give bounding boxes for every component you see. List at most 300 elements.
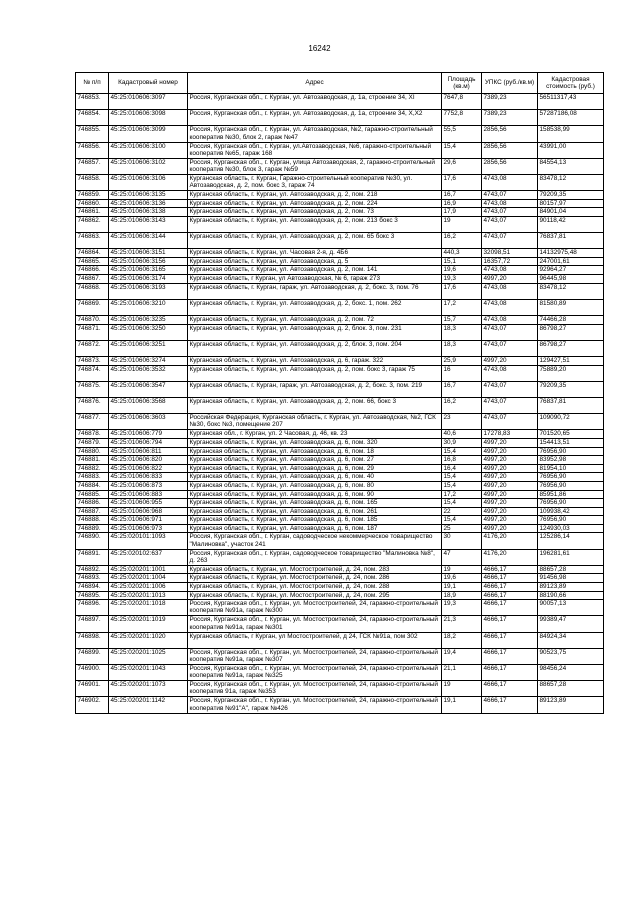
cell-cadastral-number: 45:25:010606:3100 xyxy=(109,142,188,158)
cell-cadastral-cost: 84924,34 xyxy=(538,632,604,648)
table-row xyxy=(76,299,604,315)
cell-num: 746876. xyxy=(76,397,109,413)
cell-address: Курганская область, г. Курган, ул. Автозаводская, д. 5 xyxy=(188,257,442,266)
cell-upks: 32098,51 xyxy=(482,249,538,258)
cell-upks: 4997,20 xyxy=(482,357,538,366)
cell-cadastral-cost: 79209,35 xyxy=(538,381,604,397)
cell-cadastral-cost: 74466,28 xyxy=(538,316,604,325)
cell-address: Курганская область, г. Курган, ул. Автозаводская, д. 2, бокс. 1, пом. 262 xyxy=(188,299,442,315)
cell-area: 29,6 xyxy=(442,158,482,174)
cell-upks: 4997,20 xyxy=(482,524,538,533)
cell-upks: 4743,07 xyxy=(482,216,538,232)
table-row xyxy=(76,199,604,208)
cell-upks: 4743,08 xyxy=(482,199,538,208)
table-row xyxy=(76,664,604,680)
cell-area: 7752,8 xyxy=(442,110,482,126)
cell-cadastral-number: 45:25:010606:3235 xyxy=(109,316,188,325)
cell-upks: 4176,20 xyxy=(482,533,538,549)
cell-cadastral-cost: 43991,00 xyxy=(538,142,604,158)
page-number: 16242 xyxy=(308,44,331,53)
cell-cadastral-number: 45:25:010606:3274 xyxy=(109,357,188,366)
cell-address: Курганская область, г Курган, ул Мостостроителей, д 24, ГСК №91а, пом 302 xyxy=(188,632,442,648)
cell-num: 746855. xyxy=(76,126,109,142)
cell-num: 746853. xyxy=(76,94,109,110)
table-row xyxy=(76,473,604,482)
cell-address: Курганская область, г. Курган, ул. Часовая 2-я, д. 4Б6 xyxy=(188,249,442,258)
cell-num: 746892. xyxy=(76,565,109,574)
cell-area: 30 xyxy=(442,533,482,549)
cell-address: Курганская область, г. Курган, ул. Автозаводская, д. 6, пом. 27 xyxy=(188,456,442,465)
cell-area: 40,6 xyxy=(442,430,482,439)
cell-address: Курганская область, г. Курган, ул. Автозаводская, д. 6, пом. 80 xyxy=(188,481,442,490)
table-row xyxy=(76,616,604,632)
cell-area: 16,9 xyxy=(442,199,482,208)
cell-area: 19 xyxy=(442,216,482,232)
cell-cadastral-cost: 99389,47 xyxy=(538,616,604,632)
cell-cadastral-number: 45:25:020201:1020 xyxy=(109,632,188,648)
cell-cadastral-cost: 76956,90 xyxy=(538,499,604,508)
cell-cadastral-cost: 701520,65 xyxy=(538,430,604,439)
cell-cadastral-cost: 89123,89 xyxy=(538,697,604,713)
cell-address: Россия, Курганская обл., г. Курган, ул. Мостостроителей, 24, гаражно-строительный кооператив №91"А", гараж №426 xyxy=(188,697,442,713)
cell-cadastral-number: 45:25:010606:883 xyxy=(109,490,188,499)
table-row xyxy=(76,324,604,340)
header-cadastral-cost: Кадастровая стоимость (руб.) xyxy=(538,73,604,94)
cell-upks: 4997,20 xyxy=(482,490,538,499)
cell-upks: 4666,17 xyxy=(482,648,538,664)
cell-area: 17,6 xyxy=(442,174,482,190)
cell-area: 16,8 xyxy=(442,456,482,465)
cell-upks: 16357,72 xyxy=(482,257,538,266)
table-row xyxy=(76,158,604,174)
cell-upks: 4743,07 xyxy=(482,191,538,200)
cell-num: 746884. xyxy=(76,481,109,490)
cell-address: Курганская область, г. Курган, Гаражно-строительный кооператив №30, ул. Автозаводская, д. 2, пом. бокс 3, гараж 74 xyxy=(188,174,442,190)
cell-upks: 7389,23 xyxy=(482,94,538,110)
cell-upks: 7389,23 xyxy=(482,110,538,126)
cell-cadastral-cost: 247001,61 xyxy=(538,257,604,266)
cell-upks: 4997,20 xyxy=(482,275,538,284)
cell-cadastral-cost: 76956,90 xyxy=(538,481,604,490)
table-row xyxy=(76,126,604,142)
cell-cadastral-number: 45:25:010606:3135 xyxy=(109,191,188,200)
cell-area: 16 xyxy=(442,365,482,381)
cell-upks: 4666,17 xyxy=(482,574,538,583)
table-row xyxy=(76,430,604,439)
cell-area: 19,4 xyxy=(442,648,482,664)
cell-area: 22 xyxy=(442,507,482,516)
cell-area: 15,4 xyxy=(442,481,482,490)
cell-num: 746874. xyxy=(76,365,109,381)
cell-area: 25 xyxy=(442,524,482,533)
cell-cadastral-number: 45:25:020201:1073 xyxy=(109,681,188,697)
header-num: № п/п xyxy=(76,73,109,94)
table-row xyxy=(76,94,604,110)
cell-num: 746872. xyxy=(76,340,109,356)
cell-num: 746897. xyxy=(76,616,109,632)
cell-address: Россия, Курганская обл., г. Курган, ул. Мостостроителей, 24, гаражно-строительный кооператив №91а, гараж №325 xyxy=(188,664,442,680)
cell-area: 21,3 xyxy=(442,616,482,632)
cell-num: 746870. xyxy=(76,316,109,325)
cell-cadastral-cost: 76837,81 xyxy=(538,397,604,413)
table-row xyxy=(76,456,604,465)
cell-address: Курганская область, г. Курган, ул. Автозаводская, д. 2, блок. 3, пом. 231 xyxy=(188,324,442,340)
cell-area: 19,3 xyxy=(442,275,482,284)
cell-cadastral-cost: 81954,10 xyxy=(538,464,604,473)
cell-upks: 17278,83 xyxy=(482,430,538,439)
cell-area: 16,4 xyxy=(442,464,482,473)
table-row xyxy=(76,447,604,456)
cell-address: Курганская область, г. Курган, ул. Автозаводская, д. 2, пом. 66, бокс 3 xyxy=(188,397,442,413)
cell-address: Курганская область, г. Курган, ул. Автозаводская, д. 6, пом. 29 xyxy=(188,464,442,473)
cell-num: 746865. xyxy=(76,257,109,266)
cell-cadastral-number: 45:25:010606:3106 xyxy=(109,174,188,190)
cell-num: 746866. xyxy=(76,266,109,275)
cell-address: Россия, Курганская обл., г. Курган, ул. Автозаводская, д. 1а, строение 34, XI xyxy=(188,94,442,110)
cell-cadastral-number: 45:25:020201:1142 xyxy=(109,697,188,713)
cell-cadastral-number: 45:25:010606:873 xyxy=(109,481,188,490)
cell-area: 18,3 xyxy=(442,324,482,340)
cell-cadastral-cost: 98456,24 xyxy=(538,664,604,680)
cell-cadastral-cost: 79209,35 xyxy=(538,191,604,200)
cell-upks: 4666,17 xyxy=(482,591,538,600)
cell-address: Курганская область, г. Курган, ул. Автозаводская, д. 2, пом. бокс 3, гараж 75 xyxy=(188,365,442,381)
cell-area: 17,2 xyxy=(442,299,482,315)
cell-cadastral-number: 45:25:010606:3532 xyxy=(109,365,188,381)
cell-cadastral-cost: 88190,66 xyxy=(538,591,604,600)
cell-cadastral-number: 45:25:020201:1013 xyxy=(109,591,188,600)
cell-num: 746882. xyxy=(76,464,109,473)
cell-upks: 4743,07 xyxy=(482,381,538,397)
cell-upks: 4666,17 xyxy=(482,664,538,680)
cell-address: Курганская область, г. Курган, ул. Автозаводская, д. 6, пом. 165 xyxy=(188,499,442,508)
cell-num: 746883. xyxy=(76,473,109,482)
cell-area: 16,2 xyxy=(442,397,482,413)
cell-cadastral-cost: 86798,27 xyxy=(538,324,604,340)
cell-address: Курганская область, г. Курган, гараж, ул. Автозаводская, д. 2, бокс. 3, пом. 219 xyxy=(188,381,442,397)
cell-cadastral-number: 45:25:010606:3143 xyxy=(109,216,188,232)
cell-num: 746854. xyxy=(76,110,109,126)
table-row xyxy=(76,591,604,600)
cell-upks: 4666,17 xyxy=(482,616,538,632)
cell-num: 746891. xyxy=(76,549,109,565)
table-row xyxy=(76,365,604,381)
table-row xyxy=(76,174,604,190)
cell-area: 18,3 xyxy=(442,340,482,356)
cell-cadastral-number: 45:25:020201:1006 xyxy=(109,583,188,592)
cell-cadastral-number: 45:25:010606:3165 xyxy=(109,266,188,275)
cell-cadastral-number: 45:25:020201:1018 xyxy=(109,600,188,616)
table-row xyxy=(76,481,604,490)
cell-cadastral-cost: 14132975,48 xyxy=(538,249,604,258)
cell-address: Россия, Курганская обл., г. Курган, ул. Мостостроителей, 24, гаражно-строительный кооператив №91а, гараж №301 xyxy=(188,616,442,632)
cell-upks: 4997,20 xyxy=(482,499,538,508)
cell-address: Курганская область, г Курган, ул Автозаводская, № 6, гараж 273 xyxy=(188,275,442,284)
cell-address: Курганская область, г. Курган, ул. Автозаводская, д. 6, пом. 320 xyxy=(188,438,442,447)
cell-num: 746899. xyxy=(76,648,109,664)
table-row xyxy=(76,216,604,232)
cell-area: 15,4 xyxy=(442,142,482,158)
cell-upks: 4743,07 xyxy=(482,233,538,249)
table-row xyxy=(76,632,604,648)
cell-area: 55,5 xyxy=(442,126,482,142)
cell-cadastral-number: 45:25:020201:1019 xyxy=(109,616,188,632)
cell-address: Курганская обл., г. Курган, ул. 2 Часовая, д. 46, кв. 23 xyxy=(188,430,442,439)
cell-cadastral-cost: 129427,51 xyxy=(538,357,604,366)
cadastral-table xyxy=(75,72,604,714)
cell-num: 746871. xyxy=(76,324,109,340)
cell-cadastral-cost: 75889,20 xyxy=(538,365,604,381)
cell-area: 18,2 xyxy=(442,632,482,648)
cell-num: 746859. xyxy=(76,191,109,200)
cell-cadastral-cost: 76956,90 xyxy=(538,447,604,456)
cell-cadastral-number: 45:25:020201:1004 xyxy=(109,574,188,583)
cell-cadastral-cost: 76956,90 xyxy=(538,473,604,482)
table-row xyxy=(76,533,604,549)
cell-address: Курганская область, г. Курган, ул. Автозаводская, д. 2, пом. 224 xyxy=(188,199,442,208)
cell-upks: 4743,08 xyxy=(482,365,538,381)
cell-address: Курганская область, г. Курган, ул. Мостостроителей, д. 24, пом. 295 xyxy=(188,591,442,600)
cell-cadastral-cost: 84554,13 xyxy=(538,158,604,174)
cell-cadastral-number: 45:25:010606:3193 xyxy=(109,283,188,299)
cell-upks: 4666,17 xyxy=(482,583,538,592)
table-row xyxy=(76,397,604,413)
table-row xyxy=(76,142,604,158)
cell-address: Россия, Курганская обл., г. Курган, ул. Автозаводская, д. 1а, строение 34, X,X2 xyxy=(188,110,442,126)
cell-area: 19,1 xyxy=(442,583,482,592)
cell-num: 746856. xyxy=(76,142,109,158)
cell-address: Курганская область, г. Курган, ул. Автозаводская, д. 2, пом. 218 xyxy=(188,191,442,200)
cell-cadastral-number: 45:25:010606:3098 xyxy=(109,110,188,126)
cell-cadastral-number: 45:25:010606:3151 xyxy=(109,249,188,258)
cell-num: 746864. xyxy=(76,249,109,258)
cell-area: 18,9 xyxy=(442,591,482,600)
table-row xyxy=(76,681,604,697)
cell-num: 746860. xyxy=(76,199,109,208)
cell-cadastral-number: 45:25:010606:820 xyxy=(109,456,188,465)
cell-area: 19 xyxy=(442,681,482,697)
cell-cadastral-cost: 88657,28 xyxy=(538,565,604,574)
cell-area: 19,3 xyxy=(442,600,482,616)
cell-area: 15,4 xyxy=(442,473,482,482)
table-row xyxy=(76,464,604,473)
header-upks: УПКС (руб./кв.м) xyxy=(482,73,538,94)
cell-area: 17,9 xyxy=(442,208,482,217)
cell-num: 746900. xyxy=(76,664,109,680)
cell-cadastral-number: 45:25:010606:973 xyxy=(109,524,188,533)
cell-address: Курганская область, г. Курган, ул. Автозаводская, д. 6, пом. 40 xyxy=(188,473,442,482)
cell-cadastral-cost: 84901,04 xyxy=(538,208,604,217)
cell-cadastral-cost: 109938,42 xyxy=(538,507,604,516)
table-row xyxy=(76,524,604,533)
cell-area: 21,1 xyxy=(442,664,482,680)
cell-upks: 4743,08 xyxy=(482,283,538,299)
table-row xyxy=(76,110,604,126)
cell-upks: 4666,17 xyxy=(482,681,538,697)
cell-upks: 4743,08 xyxy=(482,316,538,325)
cell-upks: 4997,20 xyxy=(482,438,538,447)
table-row xyxy=(76,414,604,430)
table-row xyxy=(76,490,604,499)
cell-area: 15,4 xyxy=(442,499,482,508)
cell-address: Россия, Курганская обл., г. Курган, улица Автозаводская, 2, гаражно-строительный кооператив №30, блок 3, гараж №59 xyxy=(188,158,442,174)
cell-cadastral-number: 45:25:010606:3174 xyxy=(109,275,188,284)
cell-cadastral-number: 45:25:010606:3251 xyxy=(109,340,188,356)
cell-upks: 4743,07 xyxy=(482,397,538,413)
table-header-row xyxy=(76,73,604,94)
cell-upks: 4997,20 xyxy=(482,473,538,482)
table-row xyxy=(76,208,604,217)
cell-num: 746867. xyxy=(76,275,109,284)
cell-upks: 4666,17 xyxy=(482,697,538,713)
cell-cadastral-cost: 85951,86 xyxy=(538,490,604,499)
cell-area: 15,7 xyxy=(442,316,482,325)
cell-cadastral-number: 45:25:010606:3144 xyxy=(109,233,188,249)
cell-address: Курганская область, г. Курган, ул. Автозаводская, д. 2, пом. 213 бокс 3 xyxy=(188,216,442,232)
cell-address: Россия, Курганская обл., г. Курган, ул. Мостостроителей, 24, гаражно-строительный кооператив 91а, гараж №353 xyxy=(188,681,442,697)
cell-cadastral-cost: 90057,13 xyxy=(538,600,604,616)
cell-area: 440,3 xyxy=(442,249,482,258)
table-row xyxy=(76,697,604,713)
cell-num: 746858. xyxy=(76,174,109,190)
cell-area: 19,6 xyxy=(442,574,482,583)
cell-num: 746863. xyxy=(76,233,109,249)
cell-num: 746875. xyxy=(76,381,109,397)
cell-address: Курганская область, г. Курган, ул. Автозаводская, д. 2, пом. 72 xyxy=(188,316,442,325)
cell-cadastral-cost: 76837,81 xyxy=(538,233,604,249)
cell-upks: 2856,56 xyxy=(482,158,538,174)
cell-num: 746893. xyxy=(76,574,109,583)
cell-upks: 4743,08 xyxy=(482,174,538,190)
cell-upks: 4176,20 xyxy=(482,549,538,565)
cell-cadastral-cost: 76956,90 xyxy=(538,516,604,525)
cell-num: 746877. xyxy=(76,414,109,430)
cell-cadastral-cost: 57287186,08 xyxy=(538,110,604,126)
cell-area: 16,7 xyxy=(442,381,482,397)
table-row xyxy=(76,283,604,299)
cell-address: Россия, Курганская обл., г. Курган, ул. Мостостроителей, 24, гаражно-строительный кооператив №91а, гараж №300 xyxy=(188,600,442,616)
cell-cadastral-number: 45:25:010606:971 xyxy=(109,516,188,525)
cell-upks: 4997,20 xyxy=(482,464,538,473)
cell-address: Россия, Курганская обл., г. Курган, садоводческое товарищество "Малиновка №8", д. 263 xyxy=(188,549,442,565)
cell-area: 19 xyxy=(442,565,482,574)
cell-cadastral-number: 45:25:010606:779 xyxy=(109,430,188,439)
cell-cadastral-cost: 86798,27 xyxy=(538,340,604,356)
cell-upks: 4997,20 xyxy=(482,456,538,465)
cell-cadastral-cost: 92964,27 xyxy=(538,266,604,275)
table-row xyxy=(76,381,604,397)
cell-num: 746886. xyxy=(76,499,109,508)
table-body xyxy=(76,94,604,714)
cell-area: 19,1 xyxy=(442,697,482,713)
cell-address: Курганская область, г. Курган, ул. Мостостроителей, д. 24, пом. 288 xyxy=(188,583,442,592)
cell-area: 23 xyxy=(442,414,482,430)
cell-upks: 4743,07 xyxy=(482,340,538,356)
table-row xyxy=(76,266,604,275)
cell-cadastral-number: 45:25:010606:3102 xyxy=(109,158,188,174)
cell-area: 47 xyxy=(442,549,482,565)
cell-cadastral-number: 45:25:010606:3250 xyxy=(109,324,188,340)
cell-address: Российская Федерация, Курганская область, г. Курган, ул. Автозаводская, №2, ГСК №30, бокс №3, помещение 207 xyxy=(188,414,442,430)
cell-address: Россия, Курганская обл., г. Курган, ул. Автозаводская, №2, гаражно-строительный кооператив №30, блок 2, гараж №47 xyxy=(188,126,442,142)
cell-upks: 4743,07 xyxy=(482,208,538,217)
cell-cadastral-cost: 56511317,43 xyxy=(538,94,604,110)
cell-area: 7647,8 xyxy=(442,94,482,110)
cell-num: 746857. xyxy=(76,158,109,174)
cell-cadastral-cost: 196281,61 xyxy=(538,549,604,565)
cell-num: 746881. xyxy=(76,456,109,465)
cell-address: Курганская область, г. Курган, ул. Автозаводская, д. 6, пом. 185 xyxy=(188,516,442,525)
cell-area: 16,7 xyxy=(442,191,482,200)
table-row xyxy=(76,600,604,616)
cell-num: 746902. xyxy=(76,697,109,713)
header-cadastral-number: Кадастровый номер xyxy=(109,73,188,94)
cell-area: 30,9 xyxy=(442,438,482,447)
cell-num: 746880. xyxy=(76,447,109,456)
cell-cadastral-number: 45:25:010606:955 xyxy=(109,499,188,508)
cell-num: 746862. xyxy=(76,216,109,232)
cell-num: 746885. xyxy=(76,490,109,499)
header-address: Адрес xyxy=(188,73,442,94)
cell-cadastral-cost: 158538,99 xyxy=(538,126,604,142)
cell-num: 746873. xyxy=(76,357,109,366)
cell-num: 746895. xyxy=(76,591,109,600)
cell-address: Курганская область, г. Курган, ул. Автозаводская, д. 2, пом. 73 xyxy=(188,208,442,217)
table-row xyxy=(76,648,604,664)
cell-cadastral-number: 45:25:010606:3136 xyxy=(109,199,188,208)
cell-num: 746898. xyxy=(76,632,109,648)
cell-cadastral-number: 45:25:010606:794 xyxy=(109,438,188,447)
table-row xyxy=(76,438,604,447)
cell-num: 746888. xyxy=(76,516,109,525)
cell-cadastral-cost: 81580,89 xyxy=(538,299,604,315)
cell-num: 746861. xyxy=(76,208,109,217)
cell-num: 746890. xyxy=(76,533,109,549)
cell-area: 17,6 xyxy=(442,283,482,299)
cell-cadastral-number: 45:25:010606:968 xyxy=(109,507,188,516)
table-row xyxy=(76,507,604,516)
cell-area: 15,1 xyxy=(442,257,482,266)
cell-num: 746879. xyxy=(76,438,109,447)
cell-cadastral-number: 45:25:010606:833 xyxy=(109,473,188,482)
cell-cadastral-cost: 125286,14 xyxy=(538,533,604,549)
cell-cadastral-number: 45:25:020201:1001 xyxy=(109,565,188,574)
cell-cadastral-number: 45:25:010606:822 xyxy=(109,464,188,473)
table-row xyxy=(76,249,604,258)
cell-cadastral-cost: 91456,98 xyxy=(538,574,604,583)
cell-address: Курганская область, г. Курган, ул. Автозаводская, д. 6, пом. 90 xyxy=(188,490,442,499)
cell-cadastral-cost: 88657,28 xyxy=(538,681,604,697)
cell-cadastral-number: 45:25:020201:1043 xyxy=(109,664,188,680)
table-row xyxy=(76,549,604,565)
cell-cadastral-number: 45:25:010606:3603 xyxy=(109,414,188,430)
cell-address: Курганская область, г. Курган, ул. Автозаводская, д. 2, пом. 65 бокс 3 xyxy=(188,233,442,249)
cell-address: Курганская область, г. Курган, ул. Автозаводская, д. 6, пом. 18 xyxy=(188,447,442,456)
cell-address: Курганская область, г. Курган, гараж, ул. Автозаводская, д. 2, бокс. 3, пом. 76 xyxy=(188,283,442,299)
cell-upks: 4666,17 xyxy=(482,600,538,616)
table-row xyxy=(76,565,604,574)
cell-upks: 4743,07 xyxy=(482,324,538,340)
cell-cadastral-cost: 154413,51 xyxy=(538,438,604,447)
table-row xyxy=(76,516,604,525)
cell-upks: 4743,08 xyxy=(482,266,538,275)
cell-num: 746868. xyxy=(76,283,109,299)
cell-cadastral-number: 45:25:010606:3568 xyxy=(109,397,188,413)
cell-cadastral-cost: 80157,97 xyxy=(538,199,604,208)
cell-address: Курганская область, г. Курган, ул. Автозаводская, д. 2, блок. 3, пом. 204 xyxy=(188,340,442,356)
cell-cadastral-number: 45:25:010606:3099 xyxy=(109,126,188,142)
cell-address: Курганская область, г. Курган, ул. Мостостроителей, д. 24, пом. 283 xyxy=(188,565,442,574)
